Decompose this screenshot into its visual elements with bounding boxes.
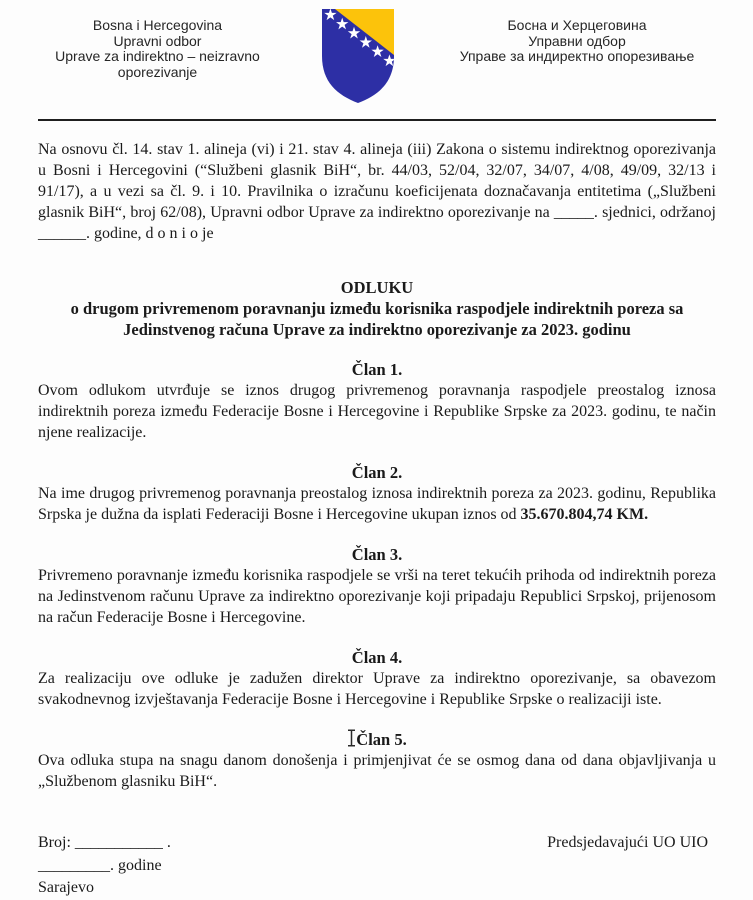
article-2-heading: Član 2. — [351, 463, 403, 482]
date-line: _________. godine — [38, 856, 162, 874]
article-4-heading: Član 4. — [351, 648, 403, 667]
article-5-heading: Član 5. — [38, 729, 716, 750]
article-1 — [38, 359, 716, 443]
letterhead-cyrillic-line: Управни одбор — [528, 32, 626, 49]
letterhead-cyrillic-line: Босна и Херцеговина — [507, 17, 647, 33]
article-5-body: Ova odluka stupa na snagu danom donošenja i primjenjivat će se osmog dana od dana objavljivanja u „Službenom glasniku BiH“. — [38, 752, 716, 790]
text-cursor-icon — [347, 729, 356, 746]
article-2-body: Na ime drugog privremenog poravnanja preostalog iznosa indirektnih poreza za 2023. godinu, Republika Srpska je dužna da isplati Federaciji Bosne i Hercegovine ukupan iznos od 35.670.804,74 KM. — [38, 485, 716, 523]
article-2 — [38, 462, 716, 525]
header-rule — [38, 119, 716, 121]
letterhead-latin-line: Upravni odbor — [113, 32, 202, 49]
article-4 — [38, 647, 716, 710]
letterhead-latin-line: Bosna i Hercegovina — [92, 17, 223, 33]
article-3-heading: Član 3. — [351, 545, 403, 564]
article-3 — [38, 544, 716, 628]
footer-left — [38, 832, 171, 900]
signatory-title: Predsjedavajući UO UIO — [547, 834, 708, 851]
article-1-body: Ovom odlukom utvrđuje se iznos drugog privremenog poravnanja raspodjele preostalog iznosa indirektnih poreza između Federacije Bosne i Hercegovine i Republike Srpske za 2023. godinu, te način njene realizacije. — [38, 382, 716, 441]
article-5 — [38, 729, 716, 792]
document-body — [0, 139, 753, 792]
letterhead-latin-line: Uprave za indirektno – neizravno — [55, 48, 260, 64]
article-1-heading: Član 1. — [351, 360, 403, 379]
decision-title: ODLUKU — [340, 278, 414, 297]
signature-block — [0, 832, 753, 900]
letterhead — [0, 0, 753, 106]
letterhead-cyrillic-line: Управе за индиректно опорезивање — [459, 48, 695, 64]
article-3-body: Privremeno poravnanje između korisnika raspodjele se vrši na teret tekućih prihoda od indirektnih poreza na Jedinstvenom računu Uprave za indirektno oporezivanje koji pripadaju Republici Srpskoj, prijenosom na račun Federacije Bosne i Hercegovine. — [38, 567, 716, 626]
decision-subtitle: o drugom privremenom poravnanju između korisnika raspodjele indirektnih poreza sa Jedinstvenog računa Uprave za indirektno oporezivanje za 2023. godinu — [70, 299, 684, 339]
letterhead-cyrillic — [401, 10, 753, 106]
article-4-body: Za realizaciju ove odluke je zadužen direktor Uprave za indirektno oporezivanje, sa obavezom svakodnevnog izvještavanja Federacije Bosne i Hercegovine i Republike Srpske o realizaciji iste. — [38, 670, 716, 708]
coat-of-arms-icon — [315, 10, 401, 106]
letterhead-latin-line: oporezivanje — [117, 63, 198, 80]
number-line: Broj: ___________ . — [38, 834, 171, 851]
place-line: Sarajevo — [38, 879, 94, 896]
settlement-amount: 35.670.804,74 KM. — [520, 506, 649, 523]
preamble: Na osnovu čl. 14. stav 1. alineja (vi) i 21. stav 4. alineja (iii) Zakona o sistemu indirektnog oporezivanja u Bosni i Hercegovini (“Službeni glasnik BiH“, br. 44/03, 52/04, 32/07, 34/07, 4/08, 49/09, 32/13 i 91/17), a u vezi sa čl. 9. i 10. Pravilnika o izračunu koeficijenata doznačavanja entitetima („Službeni glasnik BiH“, broj 62/08), Upravni odbor Uprave za indirektno oporezivanje na _____. sjednici, održanoj ______. godine, d o n i o je — [38, 141, 716, 242]
letterhead-latin — [0, 10, 315, 106]
